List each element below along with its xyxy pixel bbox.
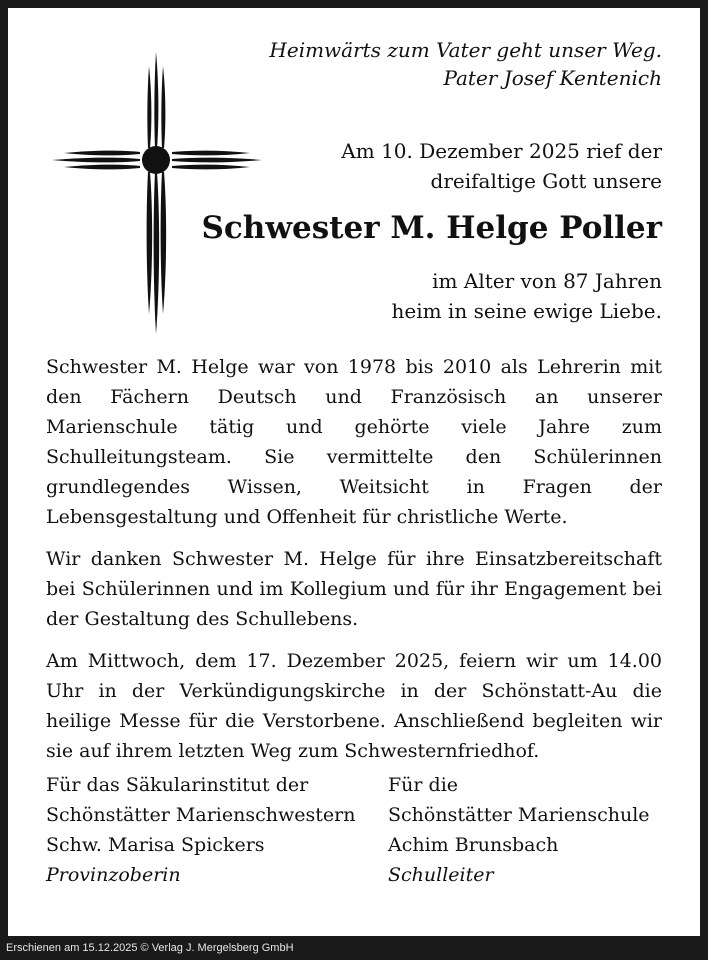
motto-author: Pater Josef Kentenich xyxy=(443,66,662,90)
intro-line: Am 10. Dezember 2025 rief der xyxy=(341,139,662,163)
obituary-body xyxy=(46,352,662,778)
signature-name: Schw. Marisa Spickers xyxy=(46,834,265,856)
announcement-intro xyxy=(341,136,662,196)
body-paragraph: Wir danken Schwester M. Helge für ihre Einsatzbereitschaft bei Schülerinnen und im Kollegium und für ihr Engagement bei der Gestaltung des Schullebens. xyxy=(46,548,662,630)
motto-line: Heimwärts zum Vater geht unser Weg. xyxy=(269,38,662,62)
signature-org-line: Schönstätter Marienschule xyxy=(388,804,650,826)
motto-quote xyxy=(269,36,662,92)
intro-line: dreifaltige Gott unsere xyxy=(430,169,662,193)
body-paragraph: Am Mittwoch, dem 17. Dezember 2025, feiern wir um 14.00 Uhr in der Verkündigungskirche in der Schönstatt-Au die heilige Messe für die Verstorbene. Anschließend begleiten wir sie auf ihrem letzten Weg zum Schwesternfriedhof. xyxy=(46,650,662,762)
deceased-name: Schwester M. Helge Poller xyxy=(201,210,662,246)
signature-org-line: Schönstätter Marienschwestern xyxy=(46,804,356,826)
publication-footer: Erschienen am 15.12.2025 © Verlag J. Mergelsberg GmbH xyxy=(6,942,294,954)
age-statement xyxy=(392,266,663,326)
signature-name: Achim Brunsbach xyxy=(388,834,559,856)
age-line: im Alter von 87 Jahren xyxy=(432,269,662,293)
signature-role: Provinzoberin xyxy=(46,864,181,886)
signature-right xyxy=(388,770,650,890)
signature-left xyxy=(46,770,355,890)
cross-icon xyxy=(48,44,266,336)
signature-org-line: Für das Säkularinstitut der xyxy=(46,774,309,796)
signature-org-line: Für die xyxy=(388,774,459,796)
signature-role: Schulleiter xyxy=(388,864,494,886)
body-paragraph: Schwester M. Helge war von 1978 bis 2010 als Lehrerin mit den Fächern Deutsch und Französisch an unserer Marienschule tätig und gehörte viele Jahre zum Schulleitungsteam. Sie vermittelte den Schülerinnen grundlegendes Wissen, Weitsicht in Fragen der Lebensgestaltung und Offenheit für christliche Werte. xyxy=(46,356,662,528)
obituary-card xyxy=(8,8,700,936)
age-line: heim in seine ewige Liebe. xyxy=(391,299,662,323)
